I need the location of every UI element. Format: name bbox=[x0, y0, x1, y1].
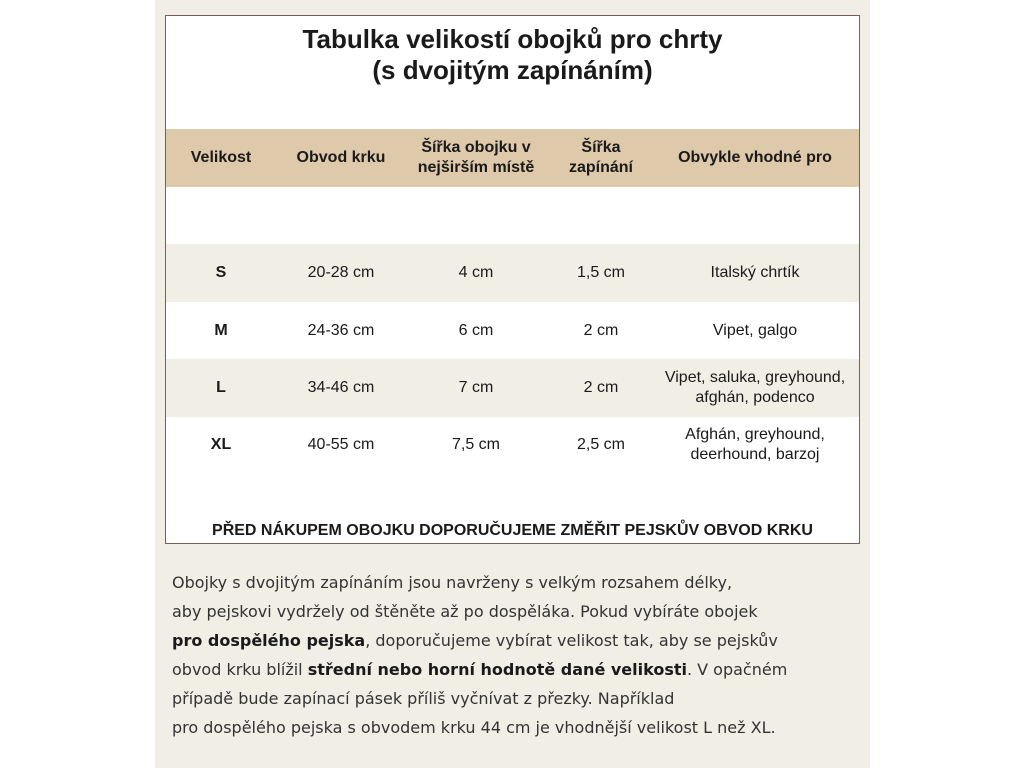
cell-clasp: 2 cm bbox=[583, 379, 619, 396]
cell-clasp: 2,5 cm bbox=[576, 436, 625, 453]
cell-neck: 24-36 cm bbox=[307, 322, 375, 339]
cell-width: 7 cm bbox=[458, 379, 494, 396]
cell-breeds: Vipet, saluka, greyhound, afghán, podenco bbox=[664, 369, 846, 406]
cell-size: L bbox=[216, 379, 226, 396]
description-line: pro dospělého pejska s obvodem krku 44 cm je vhodnější velikost L než XL. bbox=[172, 718, 776, 737]
cell-neck: 20-28 cm bbox=[307, 264, 375, 281]
emphasis-adult-dog: pro dospělého pejska bbox=[172, 631, 366, 650]
description-line: obvod krku blížil střední nebo horní hodnotě dané velikosti. V opačném bbox=[172, 660, 788, 679]
description-line: aby pejskovi vydržely od štěněte až po dospěláka. Pokud vybíráte obojek bbox=[172, 602, 758, 621]
measurement-notice: PŘED NÁKUPEM OBOJKU DOPORUČUJEME ZMĚŘIT PEJSKŮV OBVOD KRKU bbox=[212, 522, 813, 539]
table-row bbox=[166, 359, 859, 417]
description-line: pro dospělého pejska, doporučujeme vybírat velikost tak, aby se pejskův bbox=[172, 631, 778, 650]
header-width: Šířka obojku v nejširším místě bbox=[417, 139, 535, 176]
cell-clasp: 1,5 cm bbox=[576, 264, 625, 281]
size-chart bbox=[165, 15, 860, 544]
cell-clasp: 2 cm bbox=[583, 322, 619, 339]
chart-title bbox=[166, 24, 859, 86]
emphasis-size-value: střední nebo horní hodnotě dané velikosti bbox=[307, 660, 687, 679]
cell-size: XL bbox=[210, 436, 232, 453]
table-row bbox=[166, 244, 859, 302]
table-row bbox=[166, 302, 859, 360]
description-paragraph bbox=[172, 568, 862, 742]
cell-width: 7,5 cm bbox=[451, 436, 500, 453]
cell-breeds: Afghán, greyhound, deerhound, barzoj bbox=[685, 426, 825, 463]
cell-breeds: Vipet, galgo bbox=[712, 322, 798, 339]
cell-size: M bbox=[214, 322, 228, 339]
cell-width: 4 cm bbox=[458, 264, 494, 281]
cell-size: S bbox=[215, 264, 227, 281]
cell-width: 6 cm bbox=[458, 322, 494, 339]
table-row bbox=[166, 416, 859, 474]
chart-title-line1: Tabulka velikostí obojků pro chrty bbox=[302, 24, 723, 54]
cell-neck: 40-55 cm bbox=[307, 436, 375, 453]
description-line: případě bude zapínací pásek příliš vyčnívat z přezky. Například bbox=[172, 689, 675, 708]
header-breeds: Obvykle vhodné pro bbox=[678, 149, 832, 166]
header-neck: Obvod krku bbox=[296, 149, 386, 166]
description-line: Obojky s dvojitým zapínáním jsou navrženy s velkým rozsahem délky, bbox=[172, 573, 733, 592]
header-size: Velikost bbox=[190, 149, 252, 166]
cell-neck: 34-46 cm bbox=[307, 379, 375, 396]
table-header bbox=[166, 129, 859, 187]
cell-breeds: Italský chrtík bbox=[710, 264, 800, 281]
chart-title-line2: (s dvojitým zapínáním) bbox=[372, 55, 653, 85]
header-clasp: Šířka zapínání bbox=[568, 139, 633, 176]
